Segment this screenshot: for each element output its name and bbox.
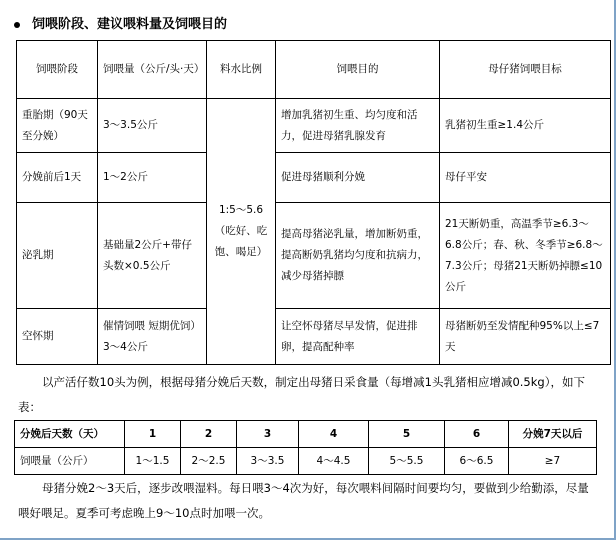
feed-cell: 1～1.5 [125, 448, 181, 475]
days-cell: 4 [299, 421, 369, 448]
stage-cell: 泌乳期 [17, 203, 98, 309]
section-heading-text: 饲喂阶段、建议喂料量及饲喂目的 [32, 17, 228, 32]
feed-cell: 3～3.5 [237, 448, 299, 475]
days-cell: 2 [181, 421, 237, 448]
days-cell: 分娩7天以后 [509, 421, 597, 448]
days-cell: 1 [125, 421, 181, 448]
days-cell: 6 [445, 421, 509, 448]
section-heading [14, 13, 227, 32]
header-stage: 饲喂阶段 [17, 41, 98, 99]
feeding-stage-table [16, 40, 611, 365]
feeding-advice-paragraph: 母猪分娩2～3天后，逐步改喂湿料。每日喂3～4次为好，每次喂料间隔时间要均匀，要做到少给勤添，尽量喂好喂足。夏季可考虑晚上9～10点时加喂一次。 [18, 481, 589, 520]
stage-cell: 空怀期 [17, 309, 98, 365]
amount-cell: 3～3.5公斤 [98, 99, 207, 153]
purpose-cell: 让空怀母猪尽早发情，促进排卵，提高配种率 [276, 309, 440, 365]
bullet-icon [14, 22, 20, 28]
ratio-cell: 1:5～5.6（吃好、吃饱、喝足） [207, 99, 276, 365]
table-row [17, 153, 611, 203]
amount-cell: 催情饲喂 短期优饲）3～4公斤 [98, 309, 207, 365]
days-header-row [15, 421, 597, 448]
stage-cell: 重胎期（90天至分娩） [17, 99, 98, 153]
amount-cell: 基础量2公斤+带仔头数×0.5公斤 [98, 203, 207, 309]
table-row [17, 309, 611, 365]
feed-cell: 6～6.5 [445, 448, 509, 475]
feed-cell: 2～2.5 [181, 448, 237, 475]
purpose-cell: 增加乳猪初生重、均匀度和活力，促进母猪乳腺发育 [276, 99, 440, 153]
purpose-cell: 促进母猪顺利分娩 [276, 153, 440, 203]
feed-cell: 5～5.5 [369, 448, 445, 475]
header-ratio: 料水比例 [207, 41, 276, 99]
goal-cell: 母仔平安 [440, 153, 611, 203]
stage-cell: 分娩前后1天 [17, 153, 98, 203]
table-header-row [17, 41, 611, 99]
days-cell: 3 [237, 421, 299, 448]
header-purpose: 饲喂目的 [276, 41, 440, 99]
table-row [17, 99, 611, 153]
days-cell: 5 [369, 421, 445, 448]
feed-amount-row [15, 448, 597, 475]
feed-cell: 4～4.5 [299, 448, 369, 475]
feed-cell: ≥7 [509, 448, 597, 475]
goal-cell: 乳猪初生重≥1.4公斤 [440, 99, 611, 153]
header-amount: 饲喂量（公斤/头·天） [98, 41, 207, 99]
feed-cell: 饲喂量（公斤） [15, 448, 125, 475]
purpose-cell: 提高母猪泌乳量，增加断奶重，提高断奶乳猪均匀度和抗病力，减少母猪掉膘 [276, 203, 440, 309]
header-goal: 母仔猪饲喂目标 [440, 41, 611, 99]
amount-cell: 1～2公斤 [98, 153, 207, 203]
daily-feed-table [14, 420, 597, 475]
goal-cell: 母猪断奶至发情配种95%以上≤7天 [440, 309, 611, 365]
goal-cell: 21天断奶重，高温季节≥6.3～6.8公斤；春、秋、冬季节≥6.8～7.3公斤；母猪21天断奶掉膘≤10公斤 [440, 203, 611, 309]
days-cell: 分娩后天数（天） [15, 421, 125, 448]
table-row [17, 203, 611, 309]
intro-paragraph: 以产活仔数10头为例，根据母猪分娩后天数，制定出母猪日采食量（每增减1头乳猪相应增减0.5kg），如下表： [18, 375, 585, 414]
